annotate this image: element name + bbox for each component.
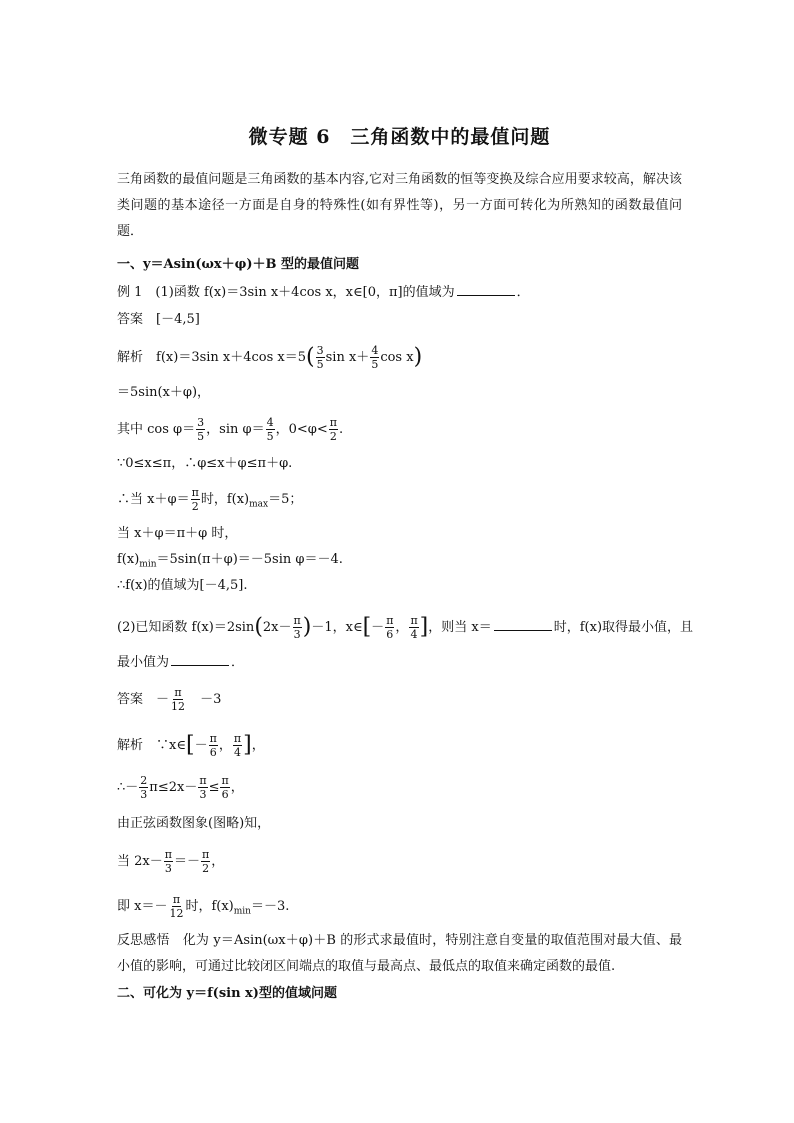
fraction (409, 614, 418, 641)
numerator: π (172, 893, 181, 906)
answer-value: [－4,5] (156, 312, 200, 327)
math-text: ， (251, 738, 265, 753)
numerator: π (191, 486, 199, 499)
denominator: 6 (209, 746, 217, 759)
section-1-heading: 一、y＝Asin(ωx＋φ)＋B 型的最值问题 (117, 257, 360, 272)
solution-line-6: 当 x＋φ＝π＋φ 时， (117, 526, 238, 541)
left-bracket: [ (186, 732, 195, 758)
numerator: π (293, 614, 301, 627)
fraction (196, 416, 205, 443)
math-text: ， (230, 780, 244, 795)
solution-line-5 (117, 486, 302, 514)
intro-paragraph: 三角函数的最值问题是三角函数的基本内容,它对三角函数的恒等变换及综合应用要求较高，解决该类问题的基本途径一方面是自身的特殊性(如有界性等)，另一方面可转化为所熟知的函数最值问题． (117, 172, 682, 239)
math-text: －1，x∈ (311, 620, 363, 635)
math-text: － (371, 620, 385, 635)
denominator: 12 (171, 700, 186, 713)
denominator: 5 (266, 430, 274, 443)
math-text: ∴当 x＋φ＝ (117, 492, 190, 507)
fraction (168, 893, 184, 920)
solution-2-line-3: 由正弦函数图象(图略)知， (117, 816, 271, 831)
math-text: π≤2x－ (149, 780, 198, 795)
denominator: 3 (140, 788, 148, 801)
math-text: 时，f(x)取得最小值，且 (553, 620, 694, 635)
answer-1 (117, 311, 200, 329)
denominator: 4 (410, 628, 418, 641)
math-text: cos x (380, 350, 414, 365)
math-text: ＝－ (173, 854, 200, 869)
numerator: π (329, 416, 337, 429)
answer-label: 答案 (117, 692, 144, 707)
numerator: π (221, 774, 229, 787)
fraction (209, 732, 218, 759)
math-text: ，0<φ< (275, 422, 328, 437)
reflection-label: 反思感悟 (117, 933, 170, 948)
solution-2-line-1 (117, 732, 265, 759)
solution-2-line-4 (117, 848, 224, 875)
solution-2-line-5 (117, 893, 289, 921)
fraction (139, 774, 148, 801)
math-text: ∴－ (117, 780, 139, 795)
denominator: 2 (329, 430, 337, 443)
math-text: f(x)＝3sin x＋4cos x＝5 (156, 350, 307, 365)
right-bracket: ] (419, 614, 429, 640)
solution-label: 解析 (117, 738, 144, 753)
section-2-heading: 二、可化为 y＝f(sin x)型的值域问题 (117, 986, 337, 1001)
left-paren: ( (306, 344, 315, 370)
fraction (293, 614, 302, 641)
math-text: ． (231, 655, 245, 670)
fraction (198, 774, 207, 801)
denominator: 3 (164, 862, 172, 875)
denominator: 6 (221, 788, 229, 801)
numerator: π (202, 848, 210, 861)
left-bracket: [ (362, 614, 372, 640)
answer-2 (117, 686, 221, 713)
question-text: 例 1 (1)函数 f(x)＝3sin x＋4cos x，x∈[0，π]的值域为 (117, 285, 455, 300)
fraction (164, 848, 173, 875)
denominator: 5 (316, 358, 324, 371)
fraction (233, 732, 242, 759)
fraction (266, 416, 275, 443)
math-text: 当 2x－ (117, 854, 163, 869)
math-text: sin x＋ (325, 350, 370, 365)
solution-line-8: ∴f(x)的值域为[－4,5]. (117, 578, 248, 593)
right-paren: ) (302, 614, 312, 640)
math-text: ≤ (208, 780, 220, 795)
fraction (329, 416, 338, 443)
answer-blank (494, 618, 552, 631)
solution-line-3 (117, 416, 343, 443)
math-text: ，sin φ＝ (206, 422, 265, 437)
math-text: 时，f(x) (200, 492, 250, 507)
solution-line-7 (117, 551, 343, 574)
numerator: 3 (316, 344, 324, 357)
numerator: 4 (266, 416, 274, 429)
example-1-question (117, 283, 530, 302)
fraction (316, 344, 325, 371)
fraction (385, 614, 394, 641)
denominator: 3 (293, 628, 301, 641)
math-text: ＝5sin(π＋φ)＝－5sin φ＝－4. (156, 552, 343, 567)
solution-line-1 (117, 344, 422, 371)
right-paren: ) (413, 344, 423, 370)
answer-label: 答案 (117, 312, 144, 327)
denominator: 6 (386, 628, 394, 641)
example-2-question (117, 614, 693, 641)
math-text: ， (218, 738, 232, 753)
math-text: (2)已知函数 f(x)＝2sin (117, 620, 255, 635)
solution-label: 解析 (117, 350, 144, 365)
numerator: 2 (140, 774, 148, 787)
math-text: 即 x＝－ (117, 899, 168, 914)
math-text: － (156, 692, 170, 707)
numerator: π (209, 732, 217, 745)
denominator: 5 (371, 358, 379, 371)
math-text: 最小值为 (117, 655, 170, 670)
math-text: . (339, 422, 344, 437)
math-text: f(x) (117, 552, 140, 567)
math-text: ， (395, 620, 409, 635)
numerator: π (233, 732, 242, 745)
math-text: ∵x∈ (156, 738, 186, 753)
math-text: － (194, 738, 208, 753)
denominator: 5 (197, 430, 205, 443)
solution-line-4: ∵0≤x≤π，∴φ≤x＋φ≤π＋φ. (117, 456, 293, 471)
right-bracket: ] (243, 732, 252, 758)
math-text: －3 (200, 692, 222, 707)
page-title: 微专题 6 三角函数中的最值问题 (248, 126, 551, 148)
example-2-question-cont (117, 653, 244, 672)
math-text: ＝－3. (250, 899, 290, 914)
solution-2-line-2 (117, 774, 244, 801)
math-text: ＝5； (268, 492, 303, 507)
numerator: π (386, 614, 394, 627)
fraction (191, 486, 200, 513)
math-text: ， (211, 854, 225, 869)
numerator: π (164, 848, 172, 861)
denominator: 2 (191, 500, 199, 513)
subscript: min (233, 906, 251, 917)
numerator: π (199, 774, 207, 787)
denominator: 2 (202, 862, 210, 875)
math-text: 2x－ (262, 620, 292, 635)
math-text: 时，f(x) (185, 899, 234, 914)
answer-blank (171, 653, 229, 666)
numerator: π (174, 686, 182, 699)
fraction (220, 774, 229, 801)
subscript: min (139, 559, 157, 570)
reflection-text: 化为 y＝Asin(ωx＋φ)＋B 的形式求最值时，特别注意自变量的取值范围对最大值、最小值的影响，可通过比较闭区间端点的取值与最高点、最低点的取值来确定函数的最值. (117, 933, 682, 974)
subscript: max (249, 499, 269, 510)
answer-blank (457, 283, 515, 296)
numerator: 4 (371, 344, 379, 357)
reflection-paragraph (117, 928, 682, 980)
denominator: 4 (233, 746, 241, 759)
left-paren: ( (254, 614, 263, 640)
numerator: π (410, 614, 418, 627)
math-text: ，则当 x＝ (428, 620, 492, 635)
numerator: 3 (197, 416, 205, 429)
fraction (370, 344, 379, 371)
denominator: 12 (169, 907, 184, 920)
math-text: 其中 cos φ＝ (117, 422, 196, 437)
question-end: ． (516, 285, 530, 300)
denominator: 3 (199, 788, 207, 801)
fraction (170, 686, 186, 713)
fraction (201, 848, 210, 875)
solution-line-2: ＝5sin(x＋φ)， (117, 385, 211, 400)
